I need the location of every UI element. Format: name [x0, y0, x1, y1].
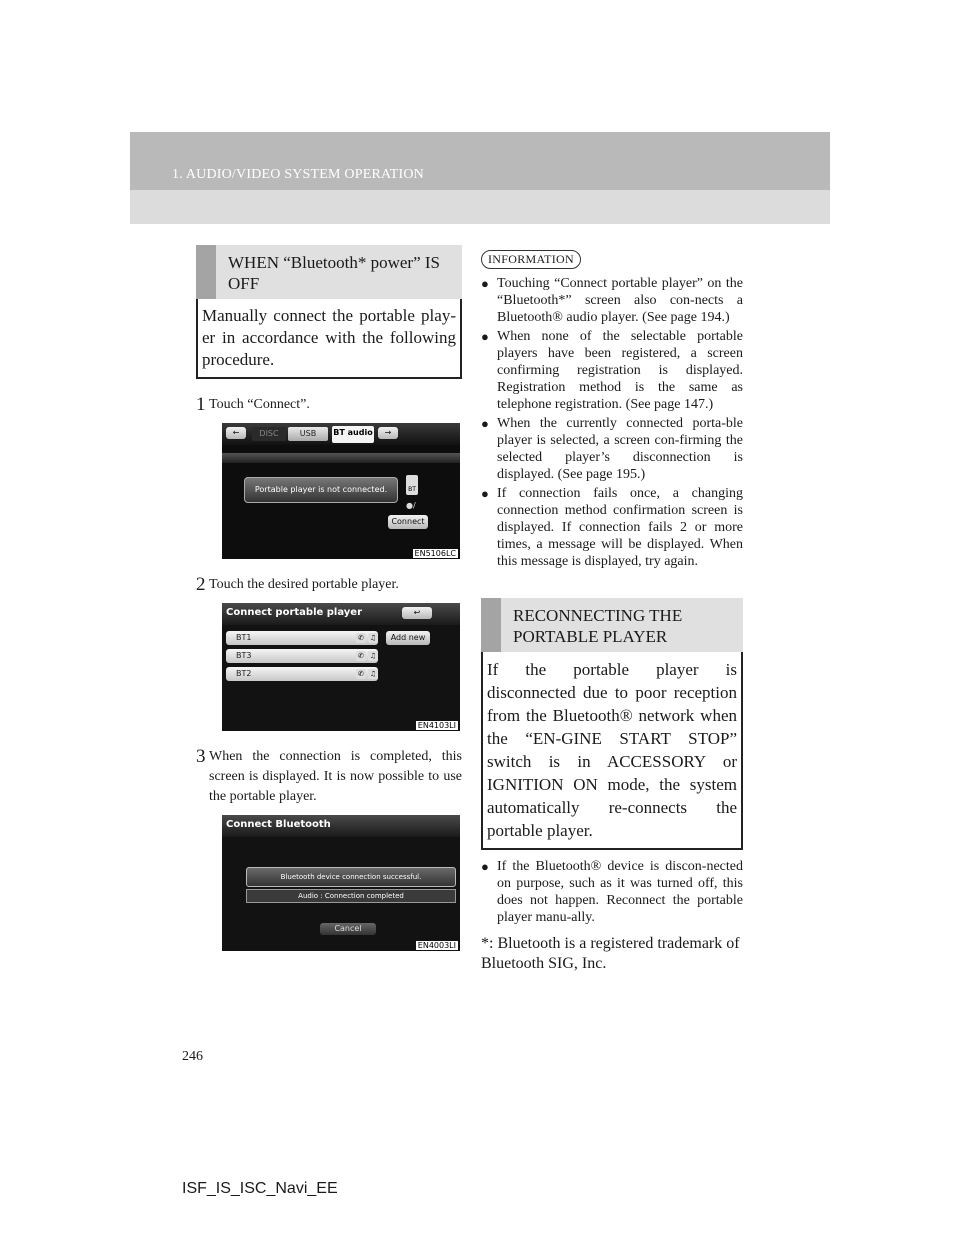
note-text: If the Bluetooth® device is discon-nected on purpose, such as it was turned off, this does not happen. Reconnect the portable player manu-ally.	[497, 859, 743, 925]
step-number: 2	[196, 574, 206, 595]
left-box-heading	[196, 245, 462, 299]
cancel-button[interactable]: Cancel	[320, 923, 376, 935]
section-title: 1. AUDIO/VIDEO SYSTEM OPERATION	[172, 167, 424, 182]
bullet-icon: ●	[481, 329, 489, 344]
screen-bt-audio	[222, 423, 460, 559]
image-code: EN4103LI	[417, 721, 456, 730]
list-item	[481, 328, 743, 413]
right-column	[481, 250, 743, 974]
document-id: ISF_IS_ISC_Navi_EE	[182, 1180, 338, 1197]
right-box-heading	[481, 598, 743, 652]
screen-title: Connect Bluetooth	[226, 819, 331, 830]
heading-text: WHEN “Bluetooth* power” IS OFF	[228, 253, 440, 293]
connect-button[interactable]: Connect	[388, 515, 428, 529]
list-item	[481, 485, 743, 570]
heading-bar	[481, 598, 501, 652]
step-3	[196, 747, 462, 807]
step-1	[196, 395, 462, 415]
bullet-icon: ●	[481, 486, 489, 501]
tab-bt-audio[interactable]: BT audio	[332, 426, 374, 443]
bullet-text: Touching “Connect portable player” on the “Bluetooth*” screen also con-nects a Bluetooth® audio player. (See page 194.)	[497, 276, 743, 325]
step-2	[196, 575, 462, 595]
bullet-icon: ●	[481, 859, 489, 874]
bullet-icon: ●	[481, 416, 489, 431]
bullet-icon: ●	[481, 276, 489, 291]
information-label: INFORMATION	[481, 250, 581, 269]
bullet-text: If connection fails once, a changing connection method confirmation screen is displayed. If connection fails 2 or more times, a message will be displayed. When this message is displayed, try again.	[497, 486, 743, 569]
music-icon: ♫	[369, 670, 377, 678]
audio-status-message	[246, 889, 456, 903]
right-box-intro: If the portable player is disconnected due to poor reception from the Bluetooth® network when the “EN-GINE START STOP” switch is in ACCESSORY or IGNITION ON mode, the system automatically re-connects the portable player.	[481, 652, 743, 850]
screen-connect-bluetooth	[222, 815, 460, 951]
success-message	[246, 867, 456, 887]
phone-icon: ✆	[356, 669, 366, 679]
message-text: Portable player is not connected.	[254, 485, 388, 494]
note-item	[481, 858, 743, 926]
message-text: Bluetooth device connection successful.	[280, 873, 422, 881]
bullet-text: When the currently connected porta-ble player is selected, a screen con-firming the selected player’s disconnection is displayed. (See page 195.)	[497, 416, 743, 482]
screen-connect-portable-player	[222, 603, 460, 731]
player-name: BT2	[236, 669, 252, 678]
information-list	[481, 275, 743, 570]
not-connected-message	[244, 477, 398, 503]
return-button[interactable]: ↩	[402, 607, 432, 619]
bt-badge-text: BT	[408, 486, 416, 493]
step-number: 3	[196, 746, 206, 767]
step-text: When the connection is completed, this screen is displayed. It is now possible to use the portable player.	[209, 749, 462, 804]
player-name: BT3	[236, 651, 252, 660]
list-item	[481, 275, 743, 326]
left-box-intro: Manually connect the portable play-er in accordance with the following procedure.	[196, 299, 462, 379]
heading-bar	[196, 245, 216, 299]
header-subband	[130, 190, 830, 224]
screen-title: Connect portable player	[226, 607, 363, 618]
add-new-button[interactable]: Add new	[386, 631, 430, 645]
bullet-text: When none of the selectable portable players have been registered, a screen confirming registration is displayed. Registration method is the same as telephone registration. (See page 147.)	[497, 329, 743, 412]
reconnect-box	[481, 598, 743, 850]
step-text: Touch the desired portable player.	[209, 577, 399, 592]
music-icon: ♫	[369, 652, 377, 660]
list-item	[481, 415, 743, 483]
phone-icon: ✆	[356, 633, 366, 643]
step-number: 1	[196, 394, 206, 415]
tab-disc[interactable]: DISC	[252, 427, 286, 441]
left-column	[196, 245, 462, 951]
step-text: Touch “Connect”.	[209, 397, 310, 412]
signal-icon: ●/	[406, 501, 416, 510]
music-icon: ♫	[369, 634, 377, 642]
page-number: 246	[182, 1049, 203, 1064]
tab-usb[interactable]: USB	[288, 427, 328, 441]
heading-text: RECONNECTING THE PORTABLE PLAYER	[513, 606, 683, 646]
forward-arrow-button[interactable]: →	[378, 427, 398, 439]
bt-badge	[406, 475, 418, 495]
image-code: EN4003LI	[417, 941, 456, 950]
image-code: EN5106LC	[414, 549, 456, 558]
back-arrow-button[interactable]: ←	[226, 427, 246, 439]
footnote: *: Bluetooth is a registered trademark of Bluetooth SIG, Inc.	[481, 935, 740, 972]
player-name: BT1	[236, 633, 252, 642]
phone-icon: ✆	[356, 651, 366, 661]
status-text: Audio : Connection completed	[298, 892, 404, 900]
